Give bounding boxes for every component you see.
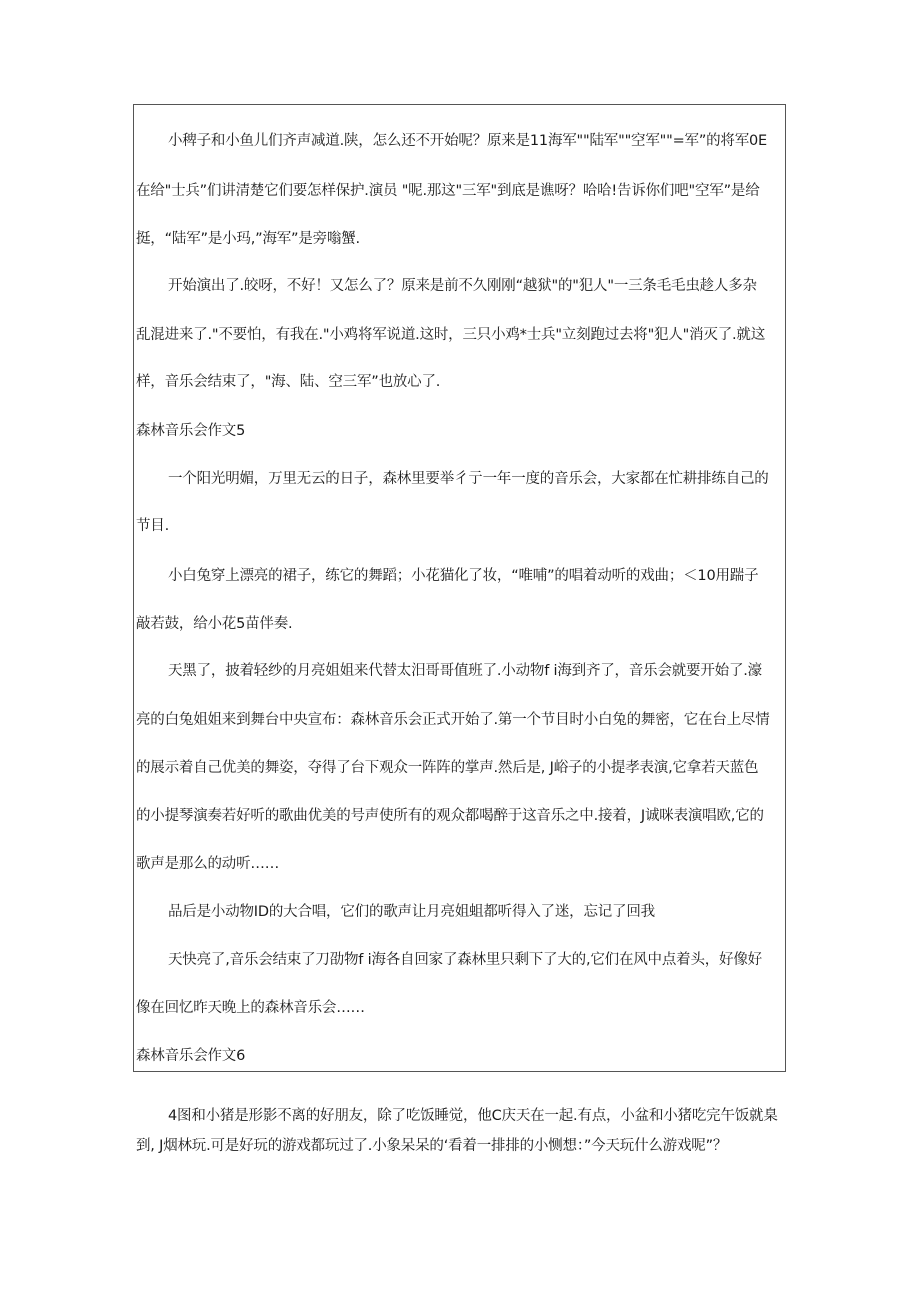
paragraph-line: 乱混进来了."不要怕，有我在."小鸡将军说道.这时，三只小鸡*士兵"立刻跑过去将"犯人"消灭了.就这	[136, 327, 766, 343]
paragraph-line: 天快亮了,音乐会结束了刀劭物f i海各自回家了森林里只剩下了大的,它们在风中点着头，好像好	[168, 952, 762, 968]
paragraph-line: 的展示着自己优美的舞姿，夺得了台下观众一阵阵的掌声.然后是, J峪子的小提孝表演,它拿若天蓝色	[136, 760, 759, 776]
paragraph-line: 开始演出了.皎呀，不好！又怎么了？原来是前不久刚刚“越狱"的"犯人"一三条毛毛虫趁人多杂	[168, 278, 757, 294]
paragraph-line: 到, J烟林玩.可是好玩的游戏都玩过了.小象呆呆的‘看着一排排的小恻想：”今天玩什么游戏呢”？	[136, 1138, 728, 1154]
paragraph-line: 样，音乐会结束了，"海、陆、空三军”也放心了.	[136, 374, 441, 390]
paragraph-line: 的小提琴演奏若好听的歌曲优美的号声使所有的观众都喝醉于这音乐之中.接着，J诚咪表演唱欧,它的	[136, 808, 764, 824]
section-heading: 森林音乐会作文6	[136, 1048, 246, 1064]
paragraph-line: 像在回忆昨天晚上的森林音乐会……	[136, 1000, 365, 1016]
paragraph-line: 挺，“陆军”是小玛,”海军”是旁嗡蟹.	[136, 231, 360, 247]
paragraph-line: 在给"士兵”们讲清楚它们要怎样保护.演员 "呢.那这"三军"到底是谯呀？哈哈!告诉你们吧"空军”是给	[136, 183, 760, 199]
text-frame	[133, 104, 786, 1072]
paragraph-line: 歌声是那么的动听……	[136, 856, 279, 872]
paragraph-line: 敲若鼓，给小花5苗伴奏.	[136, 616, 293, 632]
paragraph-line: 小稗子和小鱼儿们齐声减道.陕，怎么还不开始呢？原来是11海军""陆军""空军""=军”的将军0E	[168, 133, 768, 149]
section-heading: 森林音乐会作文5	[136, 423, 246, 439]
paragraph-line: 节目.	[136, 518, 170, 534]
paragraph-line: 4图和小猪是形影不离的好朋友，除了吃饭睡觉，他C庆天在一起.有点，小盆和小猪吃完午饭就臬	[168, 1108, 778, 1124]
paragraph-line: 天黑了，披着轻纱的月亮姐姐来代替太汨哥哥值班了.小动物f i海到齐了，音乐会就要开始了.濠	[168, 663, 762, 679]
paragraph-line: 品后是小动物ID的大合唱，它们的歌声让月亮姐蛆都听得入了迷，忘记了回我	[168, 904, 655, 920]
paragraph-line: 亮的白兔姐姐来到舞台中央宣布：森林音乐会正式开始了.第一个节目时小白兔的舞密，它在台上尽情	[136, 712, 770, 728]
paragraph-line: 一个阳光明媚，万里无云的日子，森林里要举彳亍一年一度的音乐会，大家都在忙耕排练自己的	[168, 471, 769, 487]
paragraph-line: 小白兔穿上漂亮的裙子，练它的舞蹈；小花猫化了妆，“唯哺”的唱着动听的戏曲；＜10用踹子	[168, 568, 759, 584]
